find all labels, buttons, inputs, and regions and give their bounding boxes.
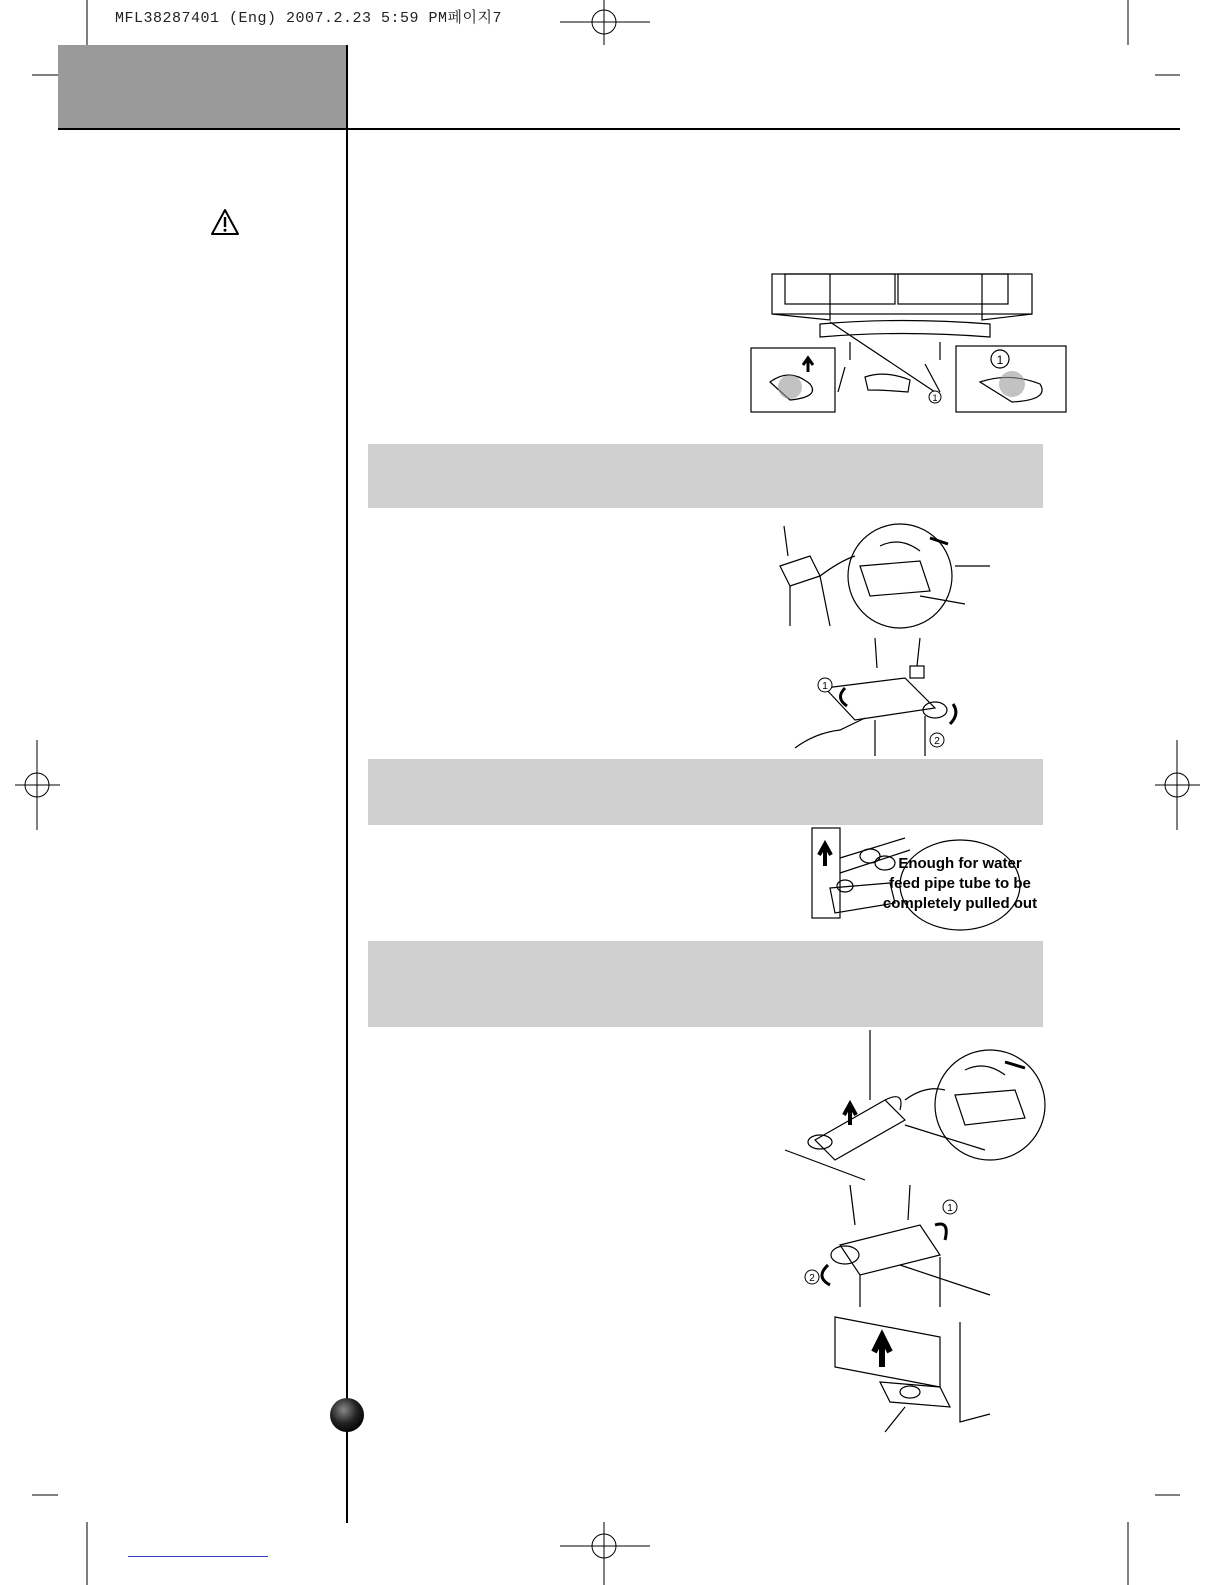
section-band-3 — [368, 941, 1043, 1027]
page-number-marker — [330, 1398, 364, 1432]
callout-line-3: completely pulled out — [882, 895, 1038, 912]
svg-text:2: 2 — [809, 1273, 815, 1284]
section-band-2 — [368, 759, 1043, 825]
figure-lower-cover-removal — [750, 272, 1068, 414]
section-title-block — [58, 45, 347, 129]
warning-triangle-icon — [210, 208, 240, 236]
section-band-1 — [368, 444, 1043, 508]
figure-door-lift — [830, 1312, 995, 1434]
step-marker-1: 1 — [996, 353, 1004, 367]
print-header-slug: MFL38287401 (Eng) 2007.2.23 5:59 PM페이지7 — [115, 10, 503, 27]
figure-hinge-rotation-2 — [800, 1185, 1000, 1307]
svg-text:1: 1 — [947, 1203, 953, 1214]
header-rule — [58, 128, 1180, 130]
footer-link-underline — [128, 1556, 268, 1557]
callout-line-2: feed pipe tube to be — [889, 875, 1031, 892]
svg-text:2: 2 — [934, 736, 940, 747]
figure-water-pipe-pullout — [810, 828, 1038, 936]
svg-text:1: 1 — [822, 681, 828, 692]
figure-hinge-cover — [770, 516, 1000, 636]
figure-hinge-rotation — [785, 638, 975, 756]
svg-text:1: 1 — [932, 393, 938, 403]
column-divider — [346, 45, 348, 1523]
figure-hinge-cover-2 — [785, 1030, 1055, 1180]
callout-line-1: Enough for water — [898, 855, 1022, 872]
